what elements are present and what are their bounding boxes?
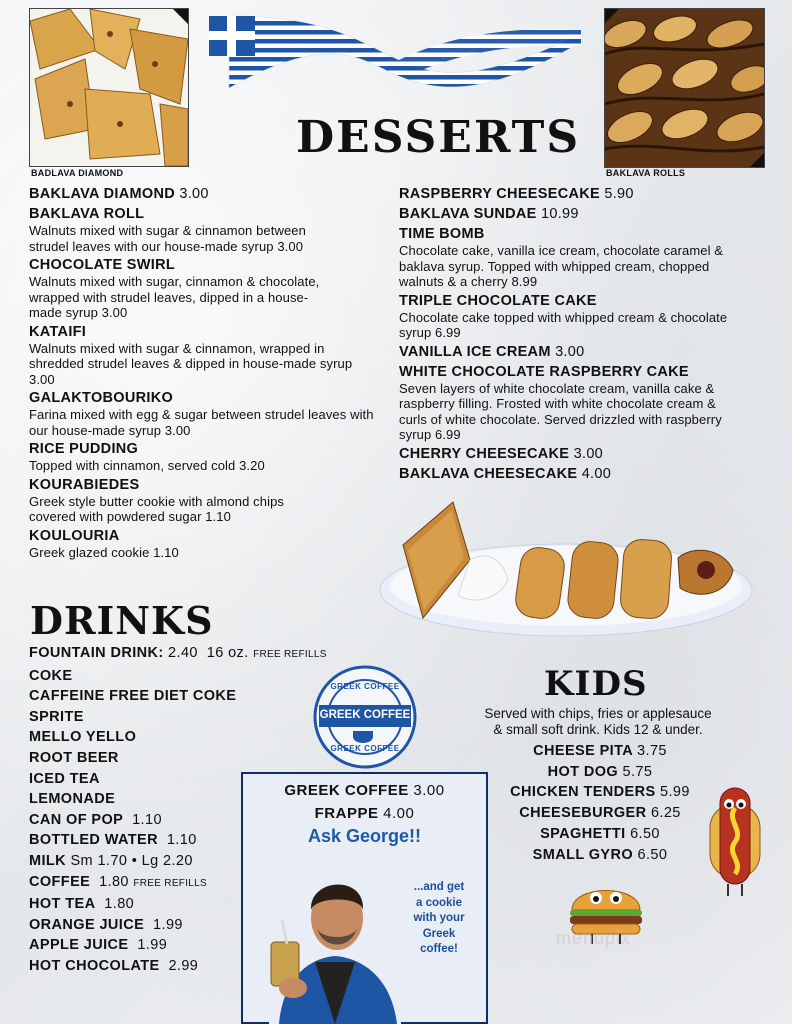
- kids-item-price: 6.50: [637, 846, 668, 863]
- dessert-description: Greek glazed cookie 1.10: [29, 544, 179, 560]
- desserts-title: DESSERTS: [296, 112, 581, 163]
- watermark: menupix: [556, 928, 632, 948]
- drink-name: APPLE JUICE: [29, 937, 129, 954]
- dessert-item: [29, 206, 379, 254]
- dessert-name: CHOCOLATE SWIRL: [29, 257, 175, 273]
- drink-name: HOT CHOCOLATE: [29, 957, 160, 974]
- kids-subtitle-line: Served with chips, fries or applesauce: [484, 706, 712, 721]
- drinks-title: DRINKS: [30, 598, 214, 643]
- drink-price: 1.80: [99, 873, 129, 890]
- dessert-description: Chocolate cake, vanilla ice cream, chocolate caramel & baklava syrup. Topped with whipped cream, chopped walnuts & a cherry 8.99: [399, 243, 724, 289]
- drink-row: MELLO YELLO: [29, 729, 137, 746]
- dessert-name: VANILLA ICE CREAM: [399, 343, 551, 360]
- stamp-bottom-text: GREEK COFFEE: [330, 744, 400, 753]
- dessert-item: [399, 364, 759, 443]
- dessert-price: 3.00: [555, 343, 585, 360]
- greek-flag-ribbon-icon: [209, 12, 581, 96]
- kids-item-price: 6.25: [650, 805, 681, 822]
- kids-item-name: CHICKEN TENDERS: [510, 784, 656, 801]
- dessert-name: RASPBERRY CHEESECAKE: [399, 186, 600, 202]
- dessert-description: Walnuts mixed with sugar, cinnamon & chocolate, wrapped with strudel leaves, dipped in a house-made syrup 3.00: [29, 274, 320, 320]
- kids-item-price: 3.75: [637, 743, 667, 759]
- dessert-item: [399, 344, 759, 361]
- cookie-note-line: with your: [413, 912, 465, 924]
- dessert-price: 3.00: [573, 445, 604, 462]
- greek-coffee-stamp: [313, 665, 417, 769]
- drink-price: 1.10: [166, 832, 197, 849]
- dessert-item: [29, 477, 379, 525]
- dessert-item: [29, 441, 379, 474]
- dessert-item: [29, 257, 379, 321]
- kids-item: [482, 741, 718, 762]
- kids-item-name: CHEESE PITA: [533, 743, 633, 759]
- drink-name: BOTTLED WATER: [29, 832, 158, 849]
- dessert-description: Walnuts mixed with sugar & cinnamon between strudel leaves with our house-made syrup 3.00: [29, 223, 306, 254]
- dessert-name: BAKLAVA CHEESECAKE: [399, 465, 578, 482]
- kids-title: KIDS: [544, 664, 648, 704]
- drink-name: MILK: [29, 852, 67, 869]
- drink-price: 1.99: [153, 916, 183, 933]
- refill-note: FREE REFILLS: [253, 649, 327, 660]
- drink-row: ICED TEA: [29, 770, 100, 787]
- drink-row: COKE: [29, 667, 73, 684]
- george-photo: [269, 858, 401, 1024]
- cookie-note-line: Greek: [422, 927, 456, 940]
- drink-name: ORANGE JUICE: [29, 916, 145, 933]
- dessert-name: TIME BOMB: [399, 226, 485, 242]
- dessert-name: BAKLAVA ROLL: [29, 206, 145, 222]
- photo-caption-right: BAKLAVA ROLLS: [606, 168, 686, 178]
- dessert-name: GALAKTOBOURIKO: [29, 390, 174, 406]
- kids-item-name: SMALL GYRO: [532, 846, 634, 863]
- kids-item: [482, 845, 718, 866]
- ask-george-text: Ask George!!: [307, 826, 422, 846]
- dessert-price: 10.99: [541, 206, 579, 222]
- dessert-item: [399, 446, 759, 463]
- dessert-item: [399, 206, 759, 223]
- pastry-plate-photo: [378, 500, 754, 642]
- dessert-name: TRIPLE CHOCOLATE CAKE: [399, 292, 597, 309]
- dessert-name: KOULOURIA: [29, 527, 120, 544]
- photo-caption-left: BADLAVA DIAMOND: [31, 168, 124, 178]
- frappe-price: 4.00: [383, 805, 415, 822]
- dessert-item: [29, 186, 379, 203]
- drink-row: ROOT BEER: [29, 749, 119, 766]
- greek-coffee-box: [241, 772, 488, 1024]
- dessert-price: 3.00: [179, 186, 209, 202]
- dessert-name: BAKLAVA DIAMOND: [29, 186, 175, 202]
- kids-item: [482, 803, 718, 824]
- drink-name: CAN OF POP: [29, 811, 124, 828]
- drink-row: CAFFEINE FREE DIET COKE: [29, 688, 237, 705]
- cookie-note-line: coffee!: [420, 943, 458, 955]
- dessert-name: BAKLAVA SUNDAE: [399, 206, 537, 222]
- kids-item-name: SPAGHETTI: [540, 825, 626, 842]
- frappe-line: [243, 805, 486, 822]
- kids-list: [482, 741, 718, 865]
- drink-name: COFFEE: [29, 873, 91, 890]
- frappe-name: FRAPPE: [314, 805, 379, 822]
- kids-subtitle-line: & small soft drink. Kids 12 & under.: [493, 721, 703, 737]
- greek-coffee-name: GREEK COFFEE: [284, 782, 409, 799]
- baklava-rolls-photo: [604, 8, 765, 168]
- dessert-name: KOURABIEDES: [29, 476, 140, 493]
- kids-item-name: HOT DOG: [547, 763, 619, 780]
- stamp-middle-text: GREEK COFFEE: [319, 709, 411, 721]
- desserts-right-column: [399, 186, 759, 486]
- drink-price: 2.99: [168, 957, 199, 974]
- dessert-item: [399, 226, 759, 290]
- dessert-item: [29, 528, 379, 561]
- greek-coffee-line: [243, 782, 486, 799]
- fountain-drink-row: [29, 643, 327, 666]
- dessert-price: 5.90: [604, 186, 634, 202]
- kids-item-name: CHEESEBURGER: [519, 805, 647, 822]
- kids-item-price: 6.50: [630, 825, 660, 842]
- kids-item: [482, 762, 718, 783]
- dessert-description: Seven layers of white chocolate cream, vanilla cake & raspberry filling. Frosted with white chocolate cream & curls of white chocolate. Served drizzled with raspberry syrup 6.99: [399, 380, 722, 442]
- dessert-description: Topped with cinnamon, served cold 3.20: [29, 458, 265, 473]
- drink-price: 1.99: [137, 937, 168, 954]
- dessert-description: Chocolate cake topped with whipped cream & chocolate syrup 6.99: [399, 309, 728, 340]
- kids-item-price: 5.99: [659, 784, 690, 801]
- dessert-name: WHITE CHOCOLATE RASPBERRY CAKE: [399, 363, 689, 380]
- drink-price: 2.40: [168, 645, 198, 661]
- dessert-item: [29, 324, 379, 388]
- desserts-left-column: [29, 186, 379, 563]
- kids-item-price: 5.75: [622, 763, 653, 780]
- kids-item: [482, 782, 718, 803]
- dessert-item: [399, 466, 759, 483]
- drink-row: SPRITE: [29, 708, 84, 725]
- stamp-top-text: GREEK COFFEE: [330, 682, 400, 691]
- dessert-item: [29, 390, 379, 438]
- greek-coffee-price: 3.00: [413, 782, 445, 799]
- dessert-name: RICE PUDDING: [29, 441, 139, 457]
- dessert-description: Greek style butter cookie with almond chips covered with powdered sugar 1.10: [29, 493, 285, 524]
- cookie-note-line: a cookie: [415, 896, 463, 909]
- dessert-description: Farina mixed with egg & sugar between strudel leaves with our house-made syrup 3.00: [29, 407, 374, 438]
- hot-dog-character-icon: [708, 786, 762, 898]
- baklava-diamond-photo: [29, 8, 189, 167]
- drink-price: Sm 1.70 • Lg 2.20: [70, 852, 193, 869]
- kids-item: [482, 824, 718, 845]
- dessert-name: CHERRY CHEESECAKE: [399, 445, 570, 462]
- drink-price: 1.10: [132, 811, 162, 828]
- refill-note: FREE REFILLS: [133, 877, 207, 889]
- kids-subtitle: [450, 706, 746, 737]
- dessert-price: 4.00: [581, 465, 612, 482]
- dessert-name: KATAIFI: [29, 323, 87, 340]
- drink-price: 1.80: [104, 896, 135, 913]
- drink-row: LEMONADE: [29, 791, 116, 808]
- dessert-item: [399, 293, 759, 341]
- dessert-item: [399, 186, 759, 203]
- cookie-note-line: ...and get: [413, 881, 465, 893]
- dessert-description: Walnuts mixed with sugar & cinnamon, wrapped in shredded strudel leaves & dipped in house-made syrup 3.00: [29, 340, 353, 387]
- drink-name: FOUNTAIN DRINK:: [29, 645, 164, 661]
- drink-size: 16 oz.: [206, 645, 249, 661]
- cookie-note: [399, 880, 479, 958]
- drink-name: HOT TEA: [29, 896, 96, 913]
